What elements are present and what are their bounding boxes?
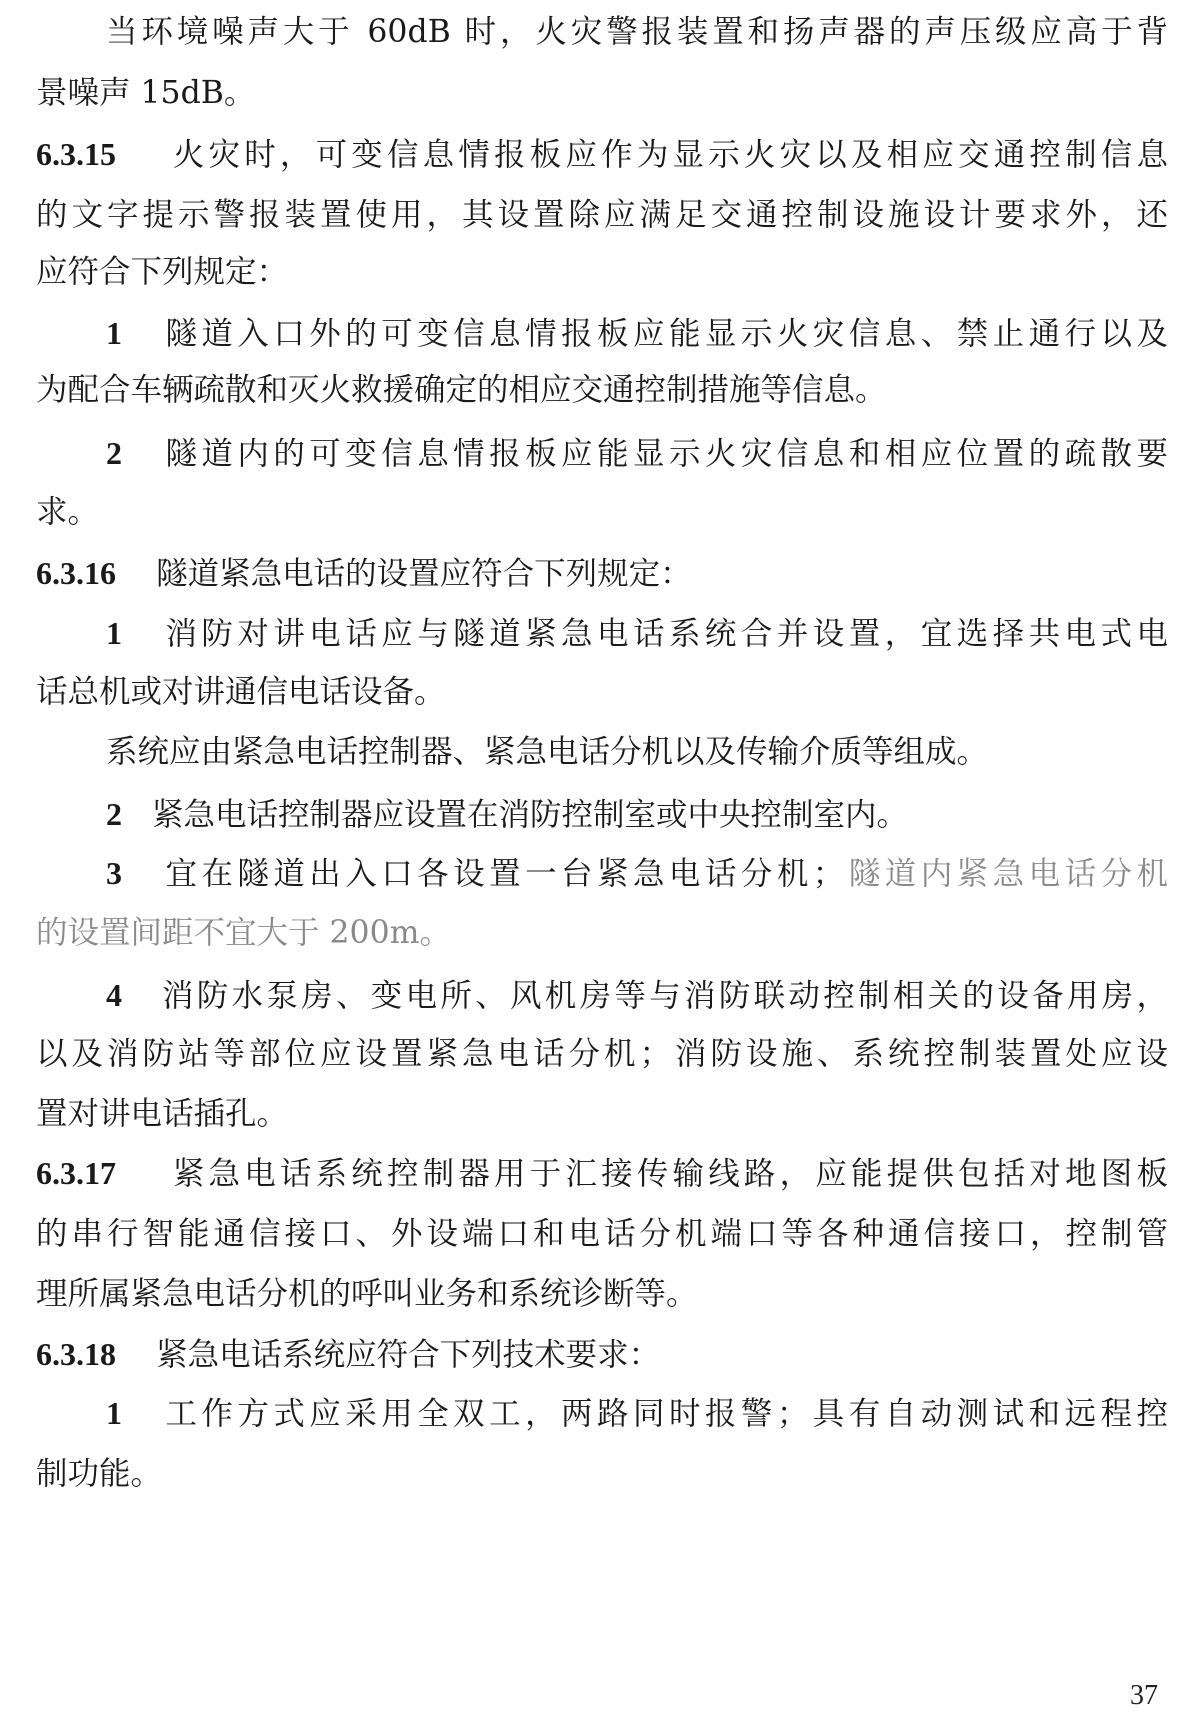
item-2: 2 隧道内的可变信息情报板应能显示火灾信息和相应位置的疏散要 — [106, 435, 1168, 472]
item-number: 2 — [106, 435, 122, 471]
item-1: 1 隧道入口外的可变信息情报板应能显示火灾信息、禁止通行以及 — [106, 315, 1168, 352]
text-line: 的串行智能通信接口、外设端口和电话分机端口等各种通信接口，控制管 — [36, 1216, 1168, 1252]
page-number: 37 — [1130, 1680, 1158, 1711]
item-1: 1 工作方式应采用全双工，两路同时报警；具有自动测试和远程控 — [106, 1395, 1168, 1432]
item-number: 1 — [106, 1395, 122, 1431]
text-line: 景噪声 15dB。 — [36, 75, 256, 111]
text-line: 话总机或对讲通信电话设备。 — [36, 674, 446, 710]
clause-6-3-17: 6.3.17 紧急电话系统控制器用于汇接传输线路，应能提供包括对地图板 — [36, 1155, 1168, 1192]
text-line: 理所属紧急电话分机的呼叫业务和系统诊断等。 — [36, 1276, 698, 1312]
clause-6-3-15: 6.3.15 火灾时，可变信息情报板应作为显示火灾以及相应交通控制信息 — [36, 136, 1168, 173]
text-line: 求。 — [36, 494, 100, 530]
clause-number: 6.3.15 — [36, 136, 116, 172]
clause-number: 6.3.16 — [36, 555, 116, 591]
clause-6-3-18: 6.3.18 紧急电话系统应符合下列技术要求： — [36, 1336, 661, 1373]
item-number: 4 — [106, 977, 122, 1013]
item-3: 3 宜在隧道出入口各设置一台紧急电话分机；隧道内紧急电话分机 — [106, 855, 1168, 892]
clause-number: 6.3.17 — [36, 1155, 116, 1191]
text-line: 为配合车辆疏散和灭火救援确定的相应交通控制措施等信息。 — [36, 372, 887, 408]
item-number: 1 — [106, 615, 122, 651]
clause-6-3-16: 6.3.16 隧道紧急电话的设置应符合下列规定： — [36, 555, 692, 592]
item-4: 4 消防水泵房、变电所、风机房等与消防联动控制相关的设备用房， — [106, 977, 1168, 1014]
text-line: 当环境噪声大于 60dB 时，火灾警报装置和扬声器的声压级应高于背 — [106, 14, 1168, 50]
clause-number: 6.3.18 — [36, 1336, 116, 1372]
item-2: 2 紧急电话控制器应设置在消防控制室或中央控制室内。 — [106, 796, 909, 833]
text-line: 应符合下列规定： — [36, 254, 289, 290]
item-1: 1 消防对讲电话应与隧道紧急电话系统合并设置，宜选择共电式电 — [106, 615, 1168, 652]
item-number: 2 — [106, 796, 122, 832]
document-page — [36, 0, 1168, 1729]
text-line: 制功能。 — [36, 1456, 163, 1492]
text-line: 系统应由紧急电话控制器、紧急电话分机以及传输介质等组成。 — [106, 734, 989, 770]
text-line: 以及消防站等部位应设置紧急电话分机；消防设施、系统控制装置处应设 — [36, 1036, 1168, 1072]
text-line: 的设置间距不宜大于 200m。 — [36, 915, 452, 951]
text-line: 的文字提示警报装置使用，其设置除应满足交通控制设施设计要求外，还 — [36, 197, 1168, 233]
text-line: 置对讲电话插孔。 — [36, 1096, 289, 1132]
item-number: 1 — [106, 315, 122, 351]
item-number: 3 — [106, 855, 122, 891]
